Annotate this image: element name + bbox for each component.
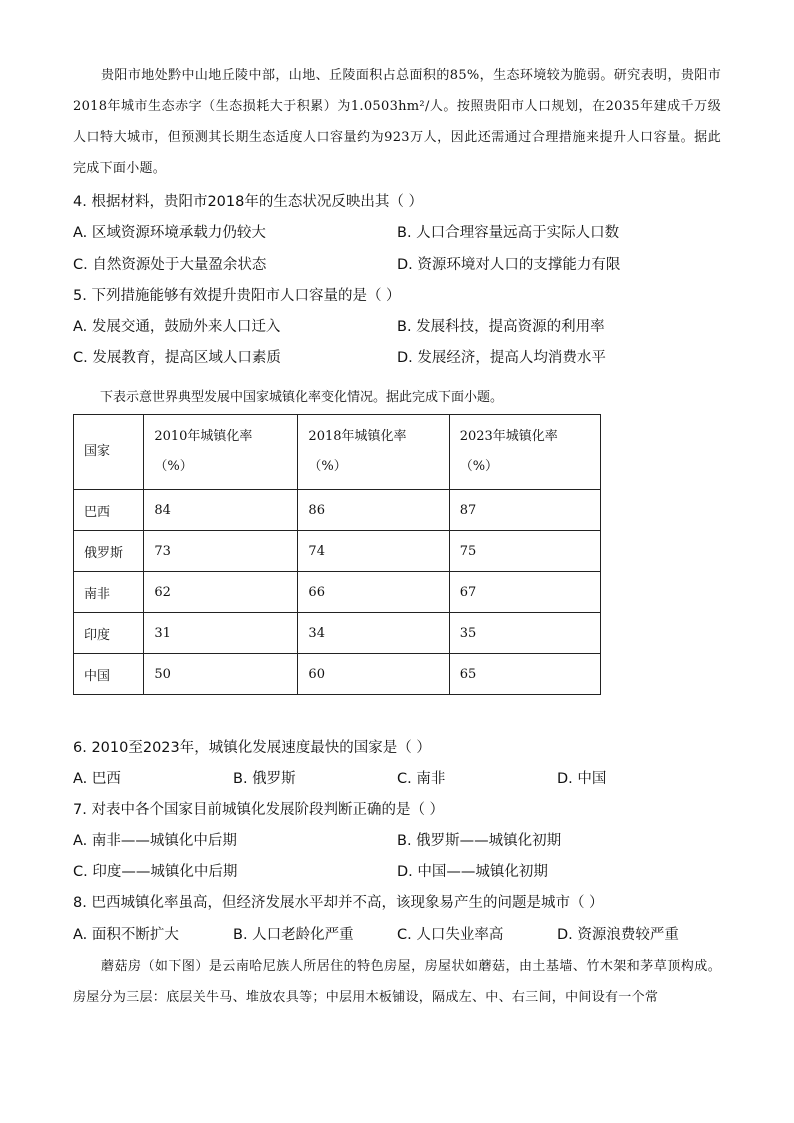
question-6-option-d: D. 中国 [557,771,607,787]
question-5-option-c: C. 发展教育，提高区域人口素质 [73,350,281,366]
table-cell-2010: 73 [144,531,298,572]
question-8-option-a: A. 面积不断扩大 [73,927,179,943]
question-5-option-a: A. 发展交通，鼓励外来人口迁入 [73,319,281,335]
table-row [74,654,601,695]
table-cell-2018: 74 [298,531,449,572]
question-6-option-b: B. 俄罗斯 [233,771,296,787]
table-cell-2023: 67 [449,572,600,613]
table-cell-2018: 34 [298,613,449,654]
table-header-country: 国家 [74,415,144,490]
question-4-option-d: D. 资源环境对人口的支撑能力有限 [397,257,621,273]
question-5-option-d: D. 发展经济，提高人均消费水平 [397,350,606,366]
table-cell-2010: 31 [144,613,298,654]
question-7-option-b: B. 俄罗斯——城镇化初期 [397,833,562,849]
question-7-option-d: D. 中国——城镇化初期 [397,864,548,880]
question-6-stem: 6. 2010至2023年，城镇化发展速度最快的国家是（ ） [73,740,431,756]
urbanization-table [73,414,601,695]
table-cell-2010: 62 [144,572,298,613]
question-5-option-b: B. 发展科技，提高资源的利用率 [397,319,605,335]
question-7-stem: 7. 对表中各个国家目前城镇化发展阶段判断正确的是（ ） [73,802,445,818]
table-cell-2018: 86 [298,490,449,531]
question-7-option-a: A. 南非——城镇化中后期 [73,833,237,849]
table-header-2018-line2: （%） [308,459,347,474]
table-header-2010-line1: 2010年城镇化率 [154,429,253,444]
table-cell-country: 中国 [74,654,144,695]
table-cell-2018: 66 [298,572,449,613]
table-cell-2018: 60 [298,654,449,695]
table-header-2018 [298,415,449,490]
question-7-option-c: C. 印度——城镇化中后期 [73,864,238,880]
table-intro: 下表示意世界典型发展中国家城镇化率变化情况。据此完成下面小题。 [100,390,504,405]
table-header-2023 [449,415,600,490]
question-8-option-c: C. 人口失业率高 [397,927,504,943]
table-row [74,490,601,531]
table-header-row [74,415,601,490]
passage-mushroom-house: 蘑菇房（如下图）是云南哈尼族人所居住的特色房屋，房屋状如蘑菇，由土基墙、竹木架和茅草顶构成。房屋分为三层：底层关牛马、堆放农具等；中层用木板铺设，隔成左、中、右三间，中间设有一个常 [73,959,721,1005]
table-cell-2023: 35 [449,613,600,654]
table-header-2010-line2: （%） [154,459,193,474]
table-header-2018-line1: 2018年城镇化率 [308,429,407,444]
table-cell-2023: 87 [449,490,600,531]
question-6-option-c: C. 南非 [397,771,446,787]
question-4-option-b: B. 人口合理容量远高于实际人口数 [397,225,620,241]
table-cell-2010: 84 [144,490,298,531]
table-row [74,613,601,654]
table-cell-country: 南非 [74,572,144,613]
question-8-option-b: B. 人口老龄化严重 [233,927,354,943]
question-5-stem: 5. 下列措施能够有效提升贵阳市人口容量的是（ ） [73,288,401,304]
table-cell-country: 印度 [74,613,144,654]
question-4-stem: 4. 根据材料，贵阳市2018年的生态状况反映出其（ ） [73,194,423,210]
table-cell-2023: 75 [449,531,600,572]
table-cell-2010: 50 [144,654,298,695]
question-8-stem: 8. 巴西城镇化率虽高，但经济发展水平却并不高，该现象易产生的问题是城市（ ） [73,895,604,911]
table-cell-country: 俄罗斯 [74,531,144,572]
table-header-2023-line1: 2023年城镇化率 [459,429,558,444]
question-4-option-a: A. 区域资源环境承载力仍较大 [73,225,266,241]
passage-guiyang: 贵阳市地处黔中山地丘陵中部，山地、丘陵面积占总面积的85%，生态环境较为脆弱。研究表明，贵阳市2018年城市生态赤字（生态损耗大于积累）为1.0503hm²/人。按照贵阳市人口规划，在2035年建成千万级人口特大城市，但预测其长期生态适度人口容量约为923万人，因此还需通过合理措施来提升人口容量。据此完成下面小题。 [73,68,721,176]
table-cell-2023: 65 [449,654,600,695]
table-header-2010 [144,415,298,490]
question-8-option-d: D. 资源浪费较严重 [557,927,679,943]
question-4-option-c: C. 自然资源处于大量盈余状态 [73,257,267,273]
table-cell-country: 巴西 [74,490,144,531]
question-6-option-a: A. 巴西 [73,771,121,787]
table-header-2023-line2: （%） [459,459,499,474]
table-row [74,572,601,613]
table-row [74,531,601,572]
